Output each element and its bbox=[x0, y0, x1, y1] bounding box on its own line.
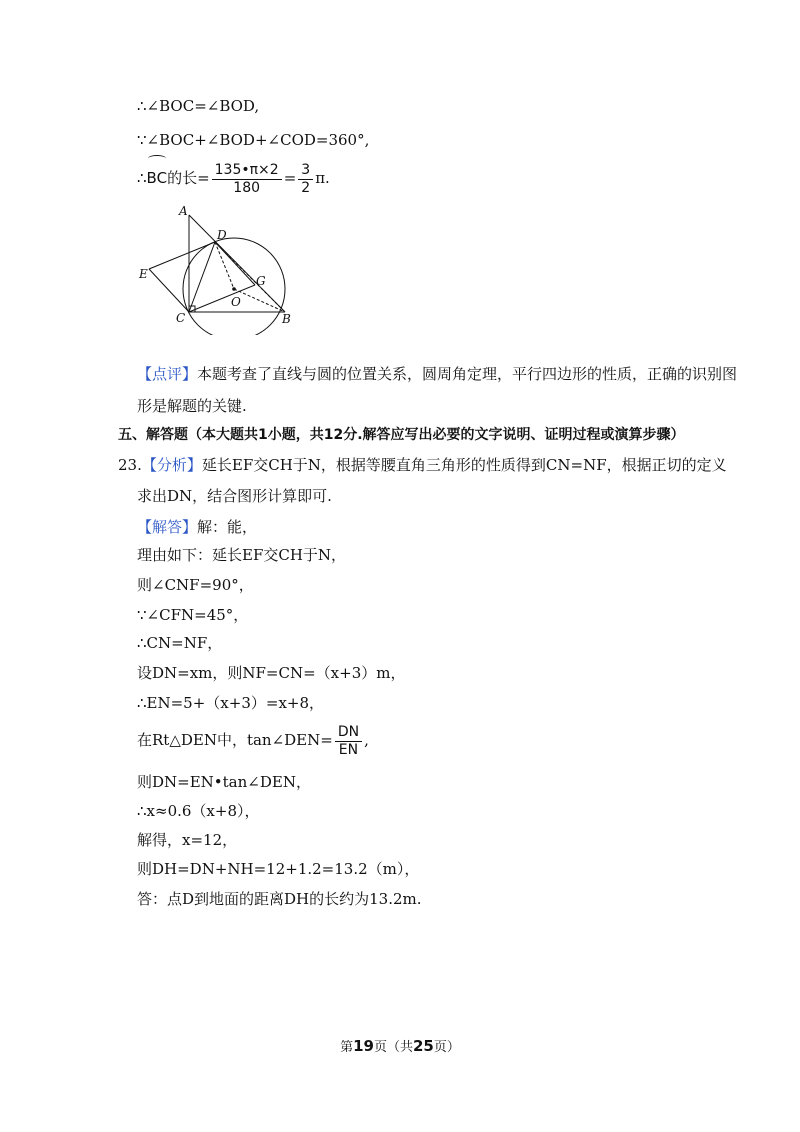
step-7-end: , bbox=[364, 731, 369, 749]
comment-line-1 bbox=[137, 364, 737, 384]
step-4: ∴CN=NF， bbox=[137, 634, 223, 652]
fraction-denominator: 180 bbox=[233, 179, 261, 196]
step-12: 答：点D到地面的距离DH的长约为13.2m. bbox=[137, 890, 422, 908]
label-g: G bbox=[256, 274, 266, 288]
footer-mid: 页（共 bbox=[373, 1040, 413, 1055]
step-2: 则∠CNF=90°， bbox=[137, 576, 254, 594]
label-b: B bbox=[282, 312, 291, 326]
footer-post: 页） bbox=[433, 1040, 460, 1055]
section-title: 五、解答题（本大题共1小题，共12分.解答应写出必要的文字说明、证明过程或演算步骤） bbox=[118, 427, 685, 443]
fraction-numerator: 135•π×2 bbox=[212, 162, 282, 180]
equals-sign: = bbox=[283, 169, 297, 187]
center-dot bbox=[232, 287, 236, 291]
arc-length-fraction bbox=[212, 162, 282, 197]
answer-text: 解：能， bbox=[197, 518, 258, 536]
q23-line-2: 求出DN，结合图形计算即可. bbox=[137, 487, 332, 505]
line-dg bbox=[215, 242, 255, 285]
step-11: 则DH=DN+NH=12+1.2=13.2（m）， bbox=[137, 860, 420, 878]
proof-line-3 bbox=[137, 158, 330, 198]
question-number: 23. bbox=[118, 456, 142, 474]
label-e: E bbox=[139, 267, 148, 281]
pi-end: π. bbox=[315, 169, 330, 187]
tan-numerator: DN bbox=[335, 724, 362, 742]
step-9: ∴x≈0.6（x+8）， bbox=[137, 802, 260, 820]
line-ob bbox=[234, 289, 285, 312]
label-d: D bbox=[217, 228, 227, 242]
line-cd bbox=[189, 242, 215, 312]
proof-line-1: ∴∠BOC=∠BOD, bbox=[137, 97, 260, 115]
comment-text-1: 本题考查了直线与圆的位置关系，圆周角定理，平行四边形的性质，正确的识别图 bbox=[197, 365, 738, 383]
q23-line-1 bbox=[118, 455, 727, 475]
proof-line-2: ∵∠BOC+∠BOD+∠COD=360°, bbox=[137, 131, 370, 149]
step-5: 设DN=xm，则NF=CN=（x+3）m， bbox=[137, 664, 406, 682]
answer-line bbox=[137, 517, 257, 537]
comment-line-2: 形是解题的关键. bbox=[137, 397, 247, 415]
line-ed bbox=[149, 242, 215, 269]
total-pages: 25 bbox=[413, 1037, 434, 1055]
result-denominator: 2 bbox=[301, 179, 311, 196]
answer-tag: 【解答】 bbox=[137, 518, 198, 536]
result-fraction bbox=[298, 162, 313, 197]
label-c: C bbox=[176, 311, 186, 325]
step-3: ∵∠CFN=45°， bbox=[137, 606, 249, 624]
arc-bc-label: BC bbox=[147, 158, 168, 198]
geometry-figure bbox=[135, 205, 305, 335]
result-numerator: 3 bbox=[298, 162, 313, 180]
step-6: ∴EN=5+（x+3）=x+8， bbox=[137, 694, 325, 712]
tan-fraction bbox=[335, 724, 362, 759]
label-o: O bbox=[231, 295, 241, 309]
label-a: A bbox=[179, 205, 188, 218]
tan-denominator: EN bbox=[338, 741, 359, 758]
step-7-text: 在Rt△DEN中，tan∠DEN= bbox=[137, 731, 333, 749]
footer-pre: 第 bbox=[340, 1040, 354, 1055]
arc-length-text: 的长= bbox=[167, 169, 210, 187]
step-1: 理由如下：延长EF交CH于N， bbox=[137, 546, 347, 564]
step-8: 则DN=EN•tan∠DEN， bbox=[137, 773, 311, 791]
therefore-symbol: ∴ bbox=[137, 169, 147, 187]
analysis-text-1: 延长EF交CH于N，根据等腰直角三角形的性质得到CN=NF，根据正切的定义 bbox=[201, 456, 727, 474]
line-do bbox=[215, 242, 234, 289]
comment-tag: 【点评】 bbox=[137, 365, 198, 383]
page-footer bbox=[0, 1036, 800, 1055]
analysis-tag: 【分析】 bbox=[141, 456, 202, 474]
line-cg bbox=[189, 285, 255, 312]
page-number: 19 bbox=[353, 1037, 374, 1055]
step-10: 解得，x=12， bbox=[137, 831, 238, 849]
step-7 bbox=[137, 720, 369, 760]
